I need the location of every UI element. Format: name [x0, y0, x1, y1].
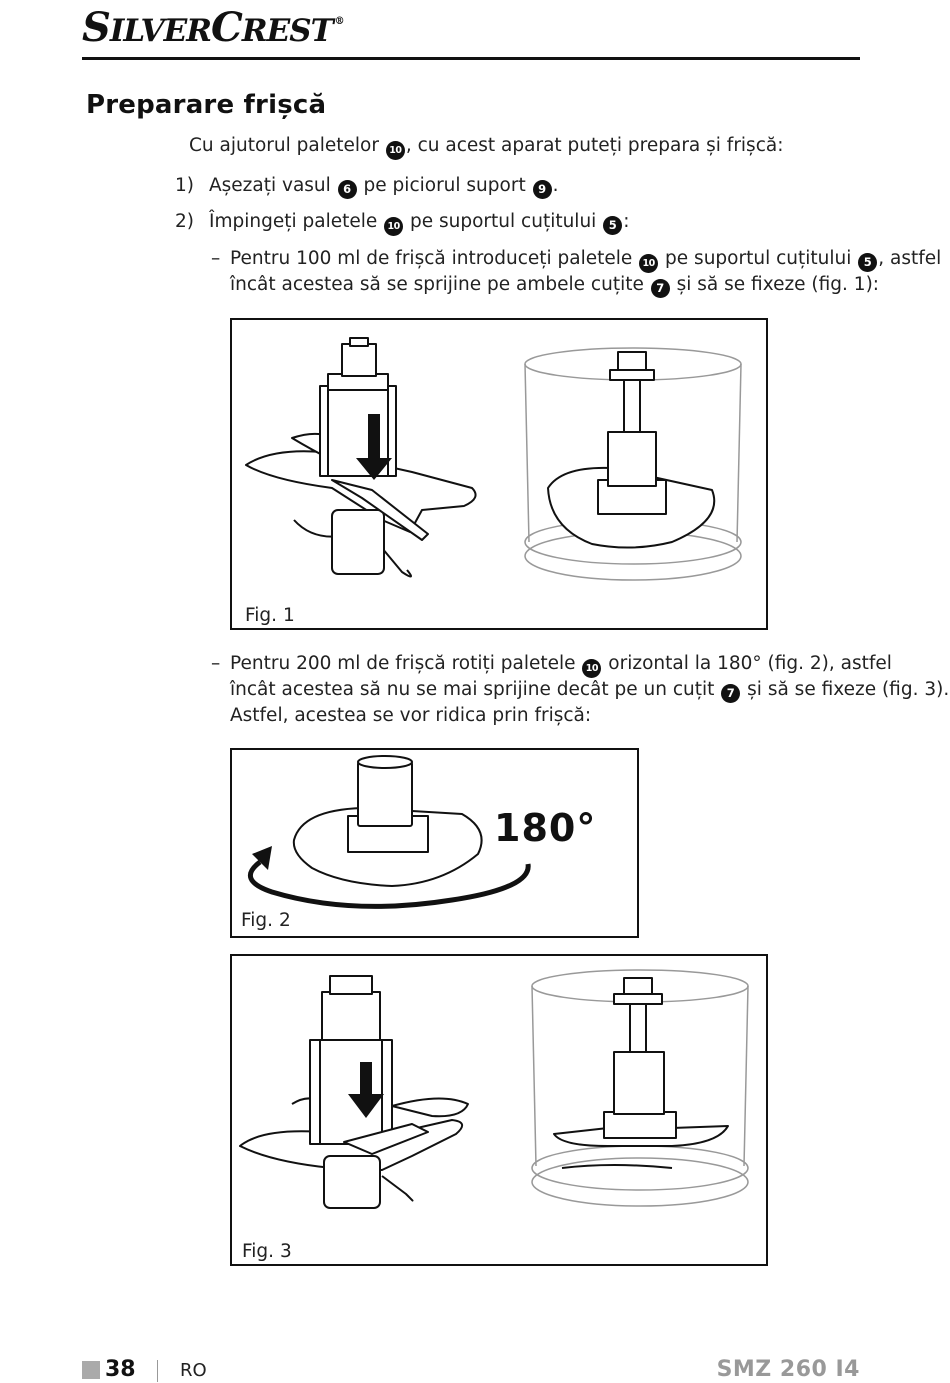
sub-item-line: încât acestea să se sprijine pe ambele cuțite 7 și să se fixeze (fig. 1): [230, 272, 879, 298]
ref-badge: 10 [582, 659, 601, 678]
footer-square [82, 1361, 100, 1379]
ref-badge: 10 [639, 254, 658, 273]
sub-item-line: Pentru 100 ml de frișcă introduceți paletele 10 pe suportul cuțitului 5 , astfel [230, 246, 941, 273]
figure-2 [230, 748, 639, 938]
ref-badge: 6 [338, 180, 357, 199]
figure-3 [230, 954, 768, 1266]
footer-separator [157, 1360, 158, 1382]
ref-badge: 5 [858, 253, 877, 272]
figure-label: Fig. 3 [242, 1241, 292, 1262]
figure-3-illustration [232, 956, 766, 1264]
brand-logo: SILVERCREST ® [82, 4, 344, 51]
section-title: Preparare frișcă [86, 90, 327, 120]
figure-1 [230, 318, 768, 630]
sub-item-line: Pentru 200 ml de frișcă rotiți paletele 10 orizontal la 180° (fig. 2), astfel [230, 651, 892, 678]
sub-item-line: Astfel, acestea se vor ridica prin frișcă: [230, 705, 592, 726]
footer-model: SMZ 260 I4 [716, 1357, 860, 1382]
rotation-angle: 180° [494, 806, 597, 850]
figure-label: Fig. 2 [241, 910, 291, 931]
ref-badge: 9 [533, 180, 552, 199]
step-text: Împingeți paletele 10 pe suportul cuțitului 5 : [209, 209, 629, 236]
list-dash: – [211, 248, 221, 269]
page-number: 38 [105, 1357, 136, 1382]
step-number: 2) [175, 211, 194, 232]
intro-paragraph: Cu ajutorul paletelor 10 , cu acest aparat puteți prepara și frișcă: [189, 133, 783, 160]
step-text: Așezați vasul 6 pe piciorul suport 9 . [209, 173, 558, 199]
footer-language: RO [180, 1360, 207, 1381]
ref-badge: 10 [384, 217, 403, 236]
figure-1-illustration [232, 320, 766, 628]
step-number: 1) [175, 175, 194, 196]
ref-badge: 5 [603, 216, 622, 235]
ref-badge: 10 [386, 141, 405, 160]
ref-badge: 7 [651, 279, 670, 298]
figure-label: Fig. 1 [245, 605, 295, 626]
list-dash: – [211, 653, 221, 674]
header-rule [82, 57, 860, 60]
sub-item-line: încât acestea să nu se mai sprijine decât pe un cuțit 7 și să se fixeze (fig. 3). [230, 677, 949, 703]
ref-badge: 7 [721, 684, 740, 703]
